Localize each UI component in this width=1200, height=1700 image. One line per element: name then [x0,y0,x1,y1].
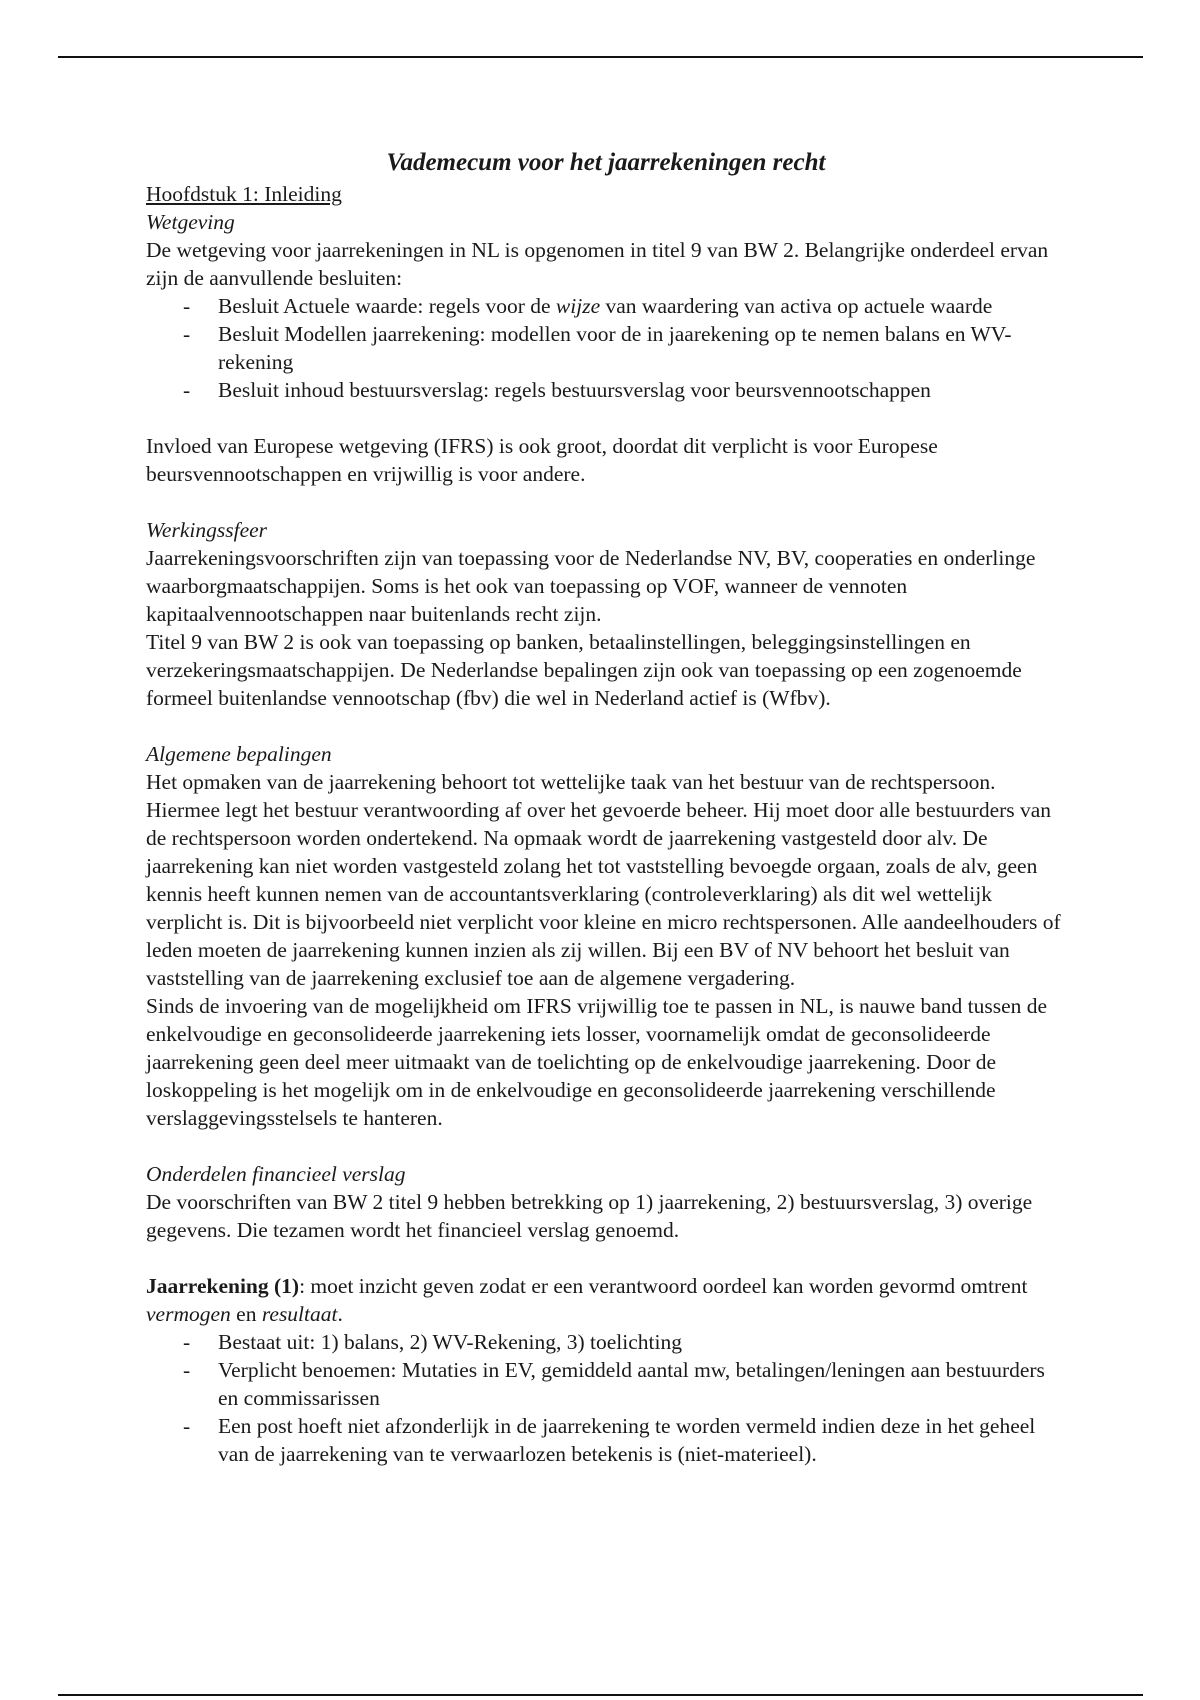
section-heading-onderdelen: Onderdelen financieel verslag [146,1162,406,1186]
paragraph-jaarrekening: Jaarrekening (1): moet inzicht geven zodat er een verantwoord oordeel kan worden gevormd omtrent vermogen en resultaat. [146,1274,1028,1326]
section-heading-wetgeving: Wetgeving [146,210,235,234]
list-besluiten [146,292,1066,404]
list-item: - Besluit inhoud bestuursverslag: regels bestuursverslag voor beursvennootschappen [146,376,1066,404]
paragraph-werkingssfeer-1: Jaarrekeningsvoorschriften zijn van toepassing voor de Nederlandse NV, BV, cooperaties en onderlinge waarborgmaatschappijen. Soms is het ook van toepassing op VOF, wanneer de vennoten kapitaalvennootschappen naar buitenlands recht zijn. [146,546,1036,626]
document-body [146,146,1066,1468]
paragraph-algemene-1: Het opmaken van de jaarrekening behoort tot wettelijke taak van het bestuur van de rechtspersoon. Hiermee legt het bestuur verantwoording af over het gevoerde beheer. Hij moet door alle bestuurders van de rechtspersoon worden ondertekend. Na opmaak wordt de jaarrekening vastgesteld door alv. De jaarrekening kan niet worden vastgesteld zolang het tot vaststelling bevoegde orgaan, zoals de alv, geen kennis heeft kunnen nemen van de accountantsverklaring (controleverklaring) als dit wel wettelijk verplicht is. Dit is bijvoorbeeld niet verplicht voor kleine en micro rechtspersonen. Alle aandeelhouders of leden moeten de jaarrekening kunnen inzien als zij willen. Bij een BV of NV behoort het besluit van vaststelling van de jaarrekening exclusief toe aan de algemene vergadering. [146,770,1061,990]
section-heading-werkingssfeer: Werkingssfeer [146,518,268,542]
paragraph-onderdelen: De voorschriften van BW 2 titel 9 hebben betrekking op 1) jaarrekening, 2) bestuursverslag, 3) overige gegevens. Die tezamen wordt het financieel verslag genoemd. [146,1190,1033,1242]
paragraph-algemene-2: Sinds de invoering van de mogelijkheid om IFRS vrijwillig toe te passen in NL, is nauwe band tussen de enkelvoudige en geconsolideerde jaarrekening iets losser, voornamelijk omdat de geconsolideerde jaarrekening geen deel meer uitmaakt van de toelichting op de enkelvoudige jaarrekening. Door de loskoppeling is het mogelijk om in de enkelvoudige en geconsolideerde jaarrekening verschillende verslaggevingsstelsels te hanteren. [146,994,1048,1130]
list-item: - Een post hoeft niet afzonderlijk in de jaarrekening te worden vermeld indien deze in het geheel van de jaarrekening van te verwaarlozen betekenis is (niet-materieel). [146,1412,1066,1468]
bottom-rule [58,1694,1143,1696]
list-item: - Bestaat uit: 1) balans, 2) WV-Rekening, 3) toelichting [146,1328,1066,1356]
list-jaarrekening [146,1328,1066,1468]
section-heading-algemene-bepalingen: Algemene bepalingen [146,742,332,766]
paragraph-ifrs: Invloed van Europese wetgeving (IFRS) is ook groot, doordat dit verplicht is voor Europese beursvennootschappen en vrijwillig is voor andere. [146,434,938,486]
list-item: - Verplicht benoemen: Mutaties in EV, gemiddeld aantal mw, betalingen/leningen aan bestuurders en commissarissen [146,1356,1066,1412]
paragraph-werkingssfeer-2: Titel 9 van BW 2 is ook van toepassing op banken, betaalinstellingen, beleggingsinstellingen en verzekeringsmaatschappijen. De Nederlandse bepalingen zijn ook van toepassing op een zogenoemde formeel buitenlandse vennootschap (fbv) die wel in Nederland actief is (Wfbv). [146,630,1022,710]
document-title: Vademecum voor het jaarrekeningen recht [386,149,826,176]
list-item: - Besluit Actuele waarde: regels voor de wijze van waardering van activa op actuele waarde [146,292,1066,320]
chapter-heading: Hoofdstuk 1: Inleiding [146,182,342,206]
top-rule [58,56,1143,58]
jaarrekening-label: Jaarrekening (1) [146,1274,300,1298]
list-item: - Besluit Modellen jaarrekening: modellen voor de in jaarekening op te nemen balans en WV-rekening [146,320,1066,376]
paragraph-wetgeving-intro: De wetgeving voor jaarrekeningen in NL is opgenomen in titel 9 van BW 2. Belangrijke onderdeel ervan zijn de aanvullende besluiten: [146,238,1049,290]
